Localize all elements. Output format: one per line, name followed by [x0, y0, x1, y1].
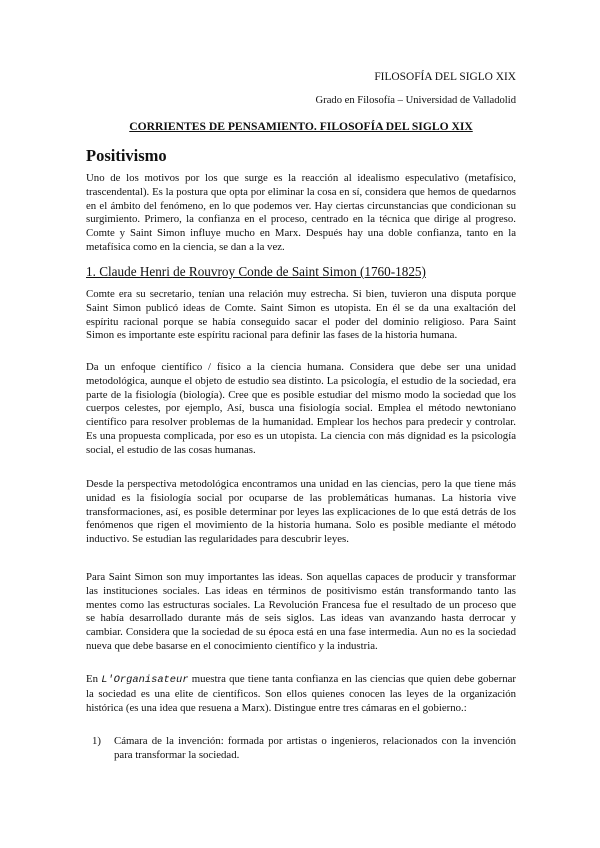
paragraph-3: Desde la perspectiva metodológica encontramos una unidad en las ciencias, pero la que tiene más unidad es la fisiología social por ocuparse de las problemáticas humanas. La historia vive transformaciones, así, es posible determinar por leyes las explicaciones de lo que está detrás de los fenómenos que rigen el movimiento de la historia humana. Solo es posible mediante el método inductivo. Se estudian las regularidades para descubrir leyes. — [86, 478, 516, 546]
paragraph-5-prefix: En — [86, 673, 102, 685]
list-item-text: Cámara de la invención: formada por artistas o ingenieros, relacionados con la invención para transformar la sociedad. — [114, 735, 516, 761]
paragraph-5 — [86, 673, 516, 715]
paragraph-1: Comte era su secretario, tenían una relación muy estrecha. Si bien, tuvieron una disputa porque Saint Simon publicó ideas de Comte. Saint Simon es utopista. En él se da una exaltación del espíritu racional porque se había conseguido sacar el poder del dominio religioso. Para Saint Simon es importante este espíritu racional para definir las fases de la historia humana. — [86, 288, 516, 342]
paragraph-2: Da un enfoque científico / físico a la ciencia humana. Considera que debe ser una unidad metodológica, aunque el objeto de estudio sea distinto. La psicología, el estudio de la sociedad, era parte de la fisiología (biología). Cree que es posible estudiar del mismo modo la sociedad que los cuerpos celestes, por ejemplo, Así, busca una fisiología social. Emplea el método newtoniano científico para resolver problemas de la humanidad. Emplear los hechos para predecir y controlar. Es una propuesta complicada, por eso es un utopista. La ciencia con más dignidad es la psicología social, el estudio de las cosas humanas. — [86, 361, 516, 456]
header-university: Grado en Filosofía – Universidad de Valladolid — [315, 95, 516, 106]
intro-paragraph: Uno de los motivos por los que surge es la reacción al idealismo especulativo (metafísico, trascendental). Es la postura que opta por eliminar la cosa en sí, considera que hemos de quedarnos en el ámbito del fenómeno, en lo que podemos ver. Hay ciertas circunstancias que condicionan su surgimiento. Primero, la confianza en el proceso, centrado en la técnica que dirige al progreso. Comte y Saint Simon influye mucho en Marx. Después hay una doble confianza, tanto en la metafísica como en la ciencia, se dan a la vez. — [86, 172, 516, 253]
document-page — [86, 0, 516, 848]
header-course-title: FILOSOFÍA DEL SIGLO XIX — [374, 71, 516, 83]
subheading-saint-simon: 1. Claude Henri de Rouvroy Conde de Saint Simon (1760-1825) — [86, 264, 426, 279]
paragraph-5-rest: muestra que tiene tanta confianza en las ciencias que quien debe gobernar la sociedad es una elite de científicos. Son ellos quienes conocen las leyes de la organización histórica (es una idea que resuena a Marx). Distingue entre tres cámaras en el gobierno.: — [86, 673, 516, 714]
paragraph-4: Para Saint Simon son muy importantes las ideas. Son aquellas capaces de producir y transformar las instituciones sociales. Las ideas en términos de positivismo están transformando tanto las mentes como las estructuras sociales. La Revolución Francesa fue el resultado de un proceso que se había desarrollado durante más de seis siglos. Las ideas van avanzando hasta derrocar y cambiar. Considera que la sociedad de su época está en una fase intermedia. Aun no es la sociedad nueva que debe basarse en el conocimiento científico y la industria. — [86, 571, 516, 652]
book-title: L'Organisateur — [101, 674, 189, 686]
section-title: CORRIENTES DE PENSAMIENTO. FILOSOFÍA DEL SIGLO XIX — [129, 120, 473, 133]
heading-positivismo: Positivismo — [86, 146, 167, 165]
list-item-number: 1) — [92, 735, 101, 747]
